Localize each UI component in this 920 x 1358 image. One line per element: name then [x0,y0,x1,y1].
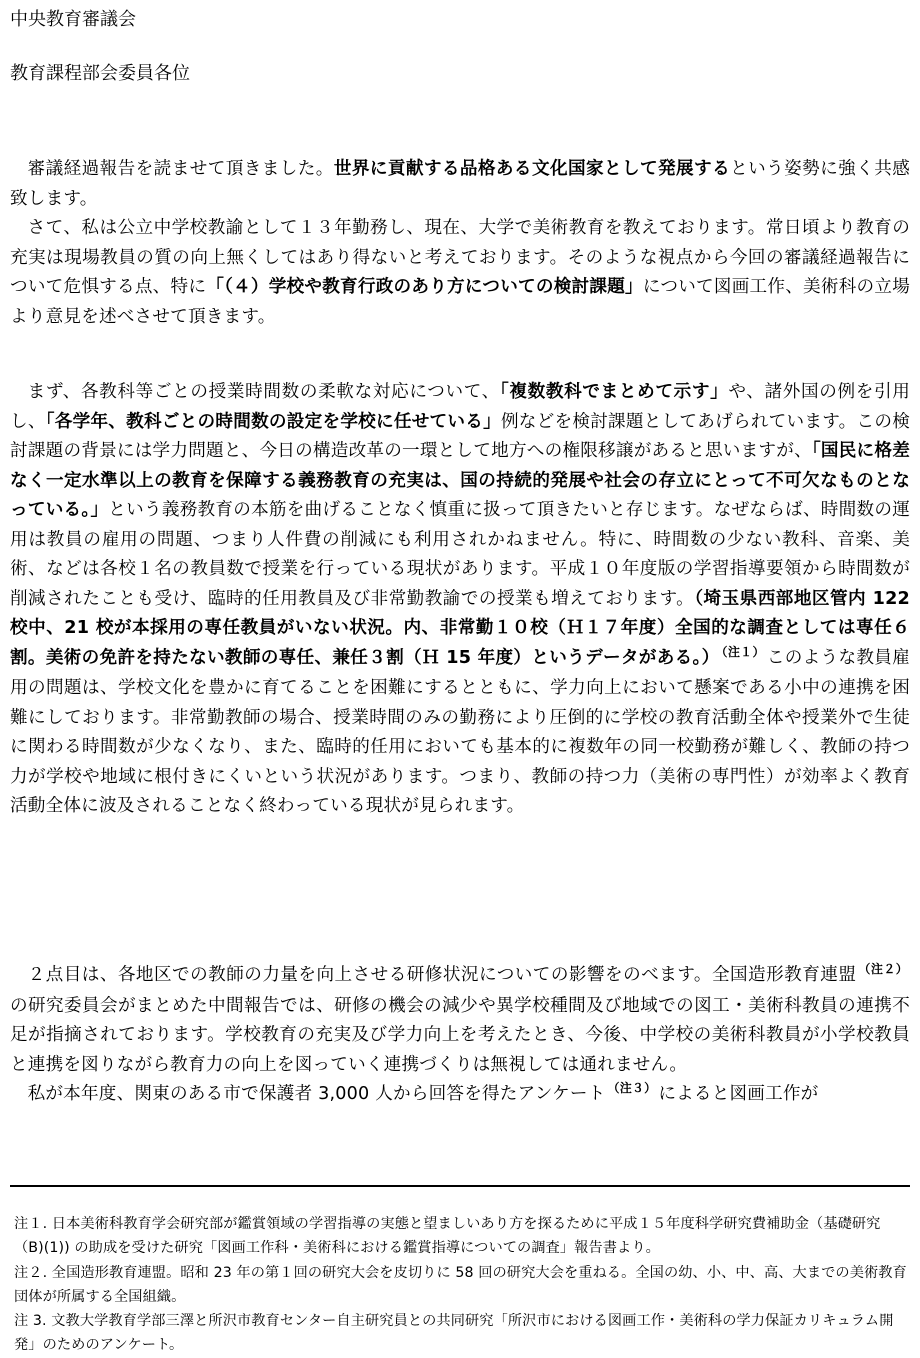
text-run: 例などを検討課題としてあげられています。この検討課題の背景には学力問題と、今日の構造改革の一環として地方への権限移譲があると思いますが、 [10,411,910,461]
text-run: まず、各教科等ごとの授業時間数の柔軟な対応について、 [27,382,500,402]
addressee-council: 中央教育審議会 [10,9,136,30]
text-run: 私が本年度、関東のある市で保護者 3,000 人から回答を得たアンケート [27,1084,606,1104]
text-run: 審議経過報告を読ませて頂きました。 [27,159,334,179]
paragraph-3 [10,378,910,822]
footnote-2: 注２. 全国造形教育連盟。昭和 23 年の第１回の研究大会を皮切りに 58 回の研究大会を重ねる。全国の幼、小、中、高、大までの美術教育団体が所属する全国組織。 [14,1264,907,1305]
emphasis-quote: 「（４）学校や教育行政のあり方についての検討課題」 [206,277,643,297]
footnote-ref-3: （注３） [607,1081,657,1095]
body-block-2 [10,378,910,822]
text-run: という姿勢に強く共感致します。 [10,159,910,209]
addressee-committee: 教育課程部会委員各位 [10,63,190,84]
emphasis-quote: 世界に貢献する品格ある文化国家として発展する [333,159,731,179]
footnote-ref-2: （注２） [858,962,908,976]
footnote-divider [10,1185,910,1187]
body-block-1 [10,155,910,332]
text-run: について図画工作、美術科の立場より意見を述べさせて頂きます。 [10,277,911,327]
footnotes [14,1212,910,1358]
text-run: さて、私は公立中学校教諭として１３年勤務し、現在、大学で美術教育を教えております。常日頃より教育の充実は現場教員の質の向上無くしてはあり得ないと考えております。そのような視点から今回の審議経過報告について危惧する点、特に [10,218,910,297]
paragraph-1 [10,155,910,214]
footnote-1: 注１. 日本美術科教育学会研究部が鑑賞領域の学習指導の実態と望ましいあり方を探るために平成１５年度科学研究費補助金（基礎研究（B)(1)) の助成を受けた研究「図画工作科・美術科における鑑賞指導についての調査」報告書より。 [14,1216,881,1257]
emphasis-quote: 「複数教科でまとめて示す」 [499,382,729,402]
text-run: や、諸外国の例を引用し、 [10,382,910,432]
footnote-3: 注 3. 文教大学教育学部三澤と所沢市教育センター自主研究員との共同研究「所沢市における図画工作・美術科の学力保証カリキュラム開発」のためのアンケート。 [14,1313,894,1354]
paragraph-2 [10,214,910,332]
paragraph-4 [10,961,910,1080]
emphasis-data: （埼玉県西部地区管内 122 校中、21 校が本採用の専任教員がいない状況。内、非常勤１０校（Ｈ１７年度）全国的な調査としては専任６割。美術の免許を持たない教師の専任、兼任３割（Ｈ 15 年度）というデータがある。） [10,588,910,668]
emphasis-quote: 「国民に格差なく一定水準以上の教育を保障する義務教育の充実は、国の持続的発展や社会の存立にとって不可欠なものとなっている。」 [10,441,910,520]
text-run: によると図画工作が [658,1084,819,1104]
body-block-3 [10,961,910,1111]
footnote-ref-1: （注１） [721,644,765,659]
text-run: ２点目は、各地区での教師の力量を向上させる研修状況についての影響をのべます。全国造形教育連盟 [27,965,857,985]
text-run: このような教員雇用の問題は、学校文化を豊かに育てることを困難にするとともに、学力向上において懸案である小中の連携を困難にしております。非常勤教師の場合、授業時間のみの勤務により圧倒的に学校の教育活動全体や授業外で生徒に関わる時間数が少なくなり、また、臨時的任用においても基本的に複数年の同一校勤務が難しく、教師の持つ力が学校や地域に根付きにくいという状況があります。つまり、教師の持つ力（美術の専門性）が効率よく教育活動全体に波及されることなく終わっている現状が見られます。 [10,647,910,816]
text-run: の研究委員会がまとめた中間報告では、研修の機会の減少や異学校種間及び地域での図工・美術科教員の連携不足が指摘されております。学校教育の充実及び学力向上を考えたとき、今後、中学校の美術科教員が小学校教員と連携を図りながら教育力の向上を図っていく連携づくりは無視しては通れません。 [10,995,910,1075]
emphasis-quote: 「各学年、教科ごとの時間数の設定を学校に任せている」 [45,411,501,432]
text-run: という義務教育の本筋を曲げることなく慎重に扱って頂きたいと存じます。なぜならば、時間数の運用は教員の雇用の問題、つまり人件費の削減にも利用されかねません。特に、時間数の少ない教科、音楽、美術、などは各校１名の教員数で授業を行っている現状があります。平成１０年度版の学習指導要領から時間数が削減されたことも受け、臨時的任用教員及び非常勤教諭での授業も増えております。 [10,500,910,609]
paragraph-5 [10,1080,910,1111]
